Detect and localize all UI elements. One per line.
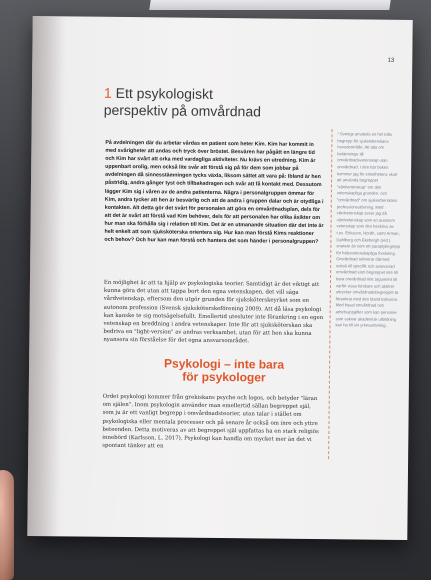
sidebar-footnote: ¹ Sverige används en hel rolla begrepp för sjuksköterskans huvudområde: Att tala om betämnings till omvårdnadsvetenskap utan omvårdnad. I den här boken kommer jag för enkelhetens skull att använda begreppet "vårdvetenskap" om den vetenskapliga grunden, och "omvårdnad" om sjuksköterskans professionsutövning. Med vårdvetenskap avser jag då vårdvetenskap som en autonom vetenskap som den beskrivs av t.ex. Eriksson, Nordh, samt Arman, Dahlberg och Ekebergh (red.) snarare än som ett paraplybegrepp för hälsovetenskapliga forskning. Omvårdnad refererar därmed också till specifik och avancerad omvårdnad som begreppet inte till bara omvårdnad mitt argument till varför vissa forskare och aktörer uttrycker omvårdnadsbegreppet är förankrat med den bland Eriksson. Med basal omvårdnad och arbetsuppgifter som kan personer som saknar akademisk utbildning kan ha till sin yrkesutövning. — [335, 131, 401, 328]
intro-case-text: På avdelningen där du arbetar vårdas en patient som heter Kim. Kim har kommit in med svårigheter att andas och tryck över bröstet. Besvären har pågått en längre tid och Kim har svårt att orka med vardagliga aktiviteter. Nu krävs en utredning. Kim är uppenbart orolig, men också lite svår att förstå sig på för dem som jobbar på avdelningen då sinnesstämningen tycks växla, liksom sättet att vara på: Ibland är hen påstridig, andra gånger tyst och tillbakadragen och svår att få kontakt med. Dessutom lägger Kim sig i våren av de andra patienterna. Några i personalgruppen ömmar för Kim, andra tycker att hen är besvärlig och att de andra i gruppen dalar och är otydliga i kontakten. Alt detta gör det svårt för personalen att göra en omvårdnadsplan, dels för att det är svårt att förstå vad Kim behöver, dels för att personalen har olika åsikter om hur man ska förhålla sig i relation till Kim. Det är en utmanande situation där det inte är helt enkelt att som sjuksköterska orientera sig. Hur kan man förstå Kims reaktioner och behov? Och hur kan man förstå och hantera det som händer i personalgruppen? — [104, 139, 324, 246]
chapter-title-line2: perspektiv på omvårdnad — [103, 101, 262, 120]
column-divider — [328, 129, 332, 459]
chapter-number: 1 — [103, 84, 112, 101]
body-paragraph-1: En möjlighet är att ta hjälp av psykologiska teorier. Samtidigt är det viktigt att kunna göra det utan att tappa bort den egna vetenskapen, det vill säga vårdvetenskap, eftersom den utgör grunden för sjuksköterskeyrket som en autonom profession (Svensk sjuksköterskeförening 2009). Att då läsa psykologi kan kanske te sig motsägelsefullt. Emellertid utesluter inte förankring i en egen vetenskap en breddning i andra vetenskaper. Inte för att sjuksköterskan ska bedriva en "light-version" av andras verksamhet, utan för att hen ska kunna nyansera sin förståelse för det egna ansvarsområdet. — [103, 279, 324, 345]
chapter-title-line1: Ett psykologiskt — [115, 84, 214, 102]
page-number: 13 — [387, 57, 395, 64]
finger — [0, 470, 14, 580]
body-paragraph-2: Ordet psykologi kommer från grekiskans psyche och logos, och betyder "läran om själen". Inom psykologin använder man emellertid sällan begreppet själ, som ju är ett vanligt begrepp i omvårdnadsteorier, utan talar i stället om psykologiska eller mentala processer och på senare år också om inre och yttre beteenden. Detta motiveras av att begreppet själ uppfattas ha en stark religiös innebörd (Karlsson, L. 2017). Psykologi kan handla om mycket mer än det vi spontant tänker att en — [102, 393, 319, 450]
book-page — [27, 16, 412, 540]
chapter-header — [104, 83, 364, 122]
section-heading — [129, 357, 319, 385]
background-book-edge — [149, 0, 390, 10]
section-heading-line1: Psykologi – inte bara — [163, 356, 285, 372]
gutter-shadow — [27, 16, 66, 536]
section-heading-line2: för psykologer — [182, 369, 266, 385]
